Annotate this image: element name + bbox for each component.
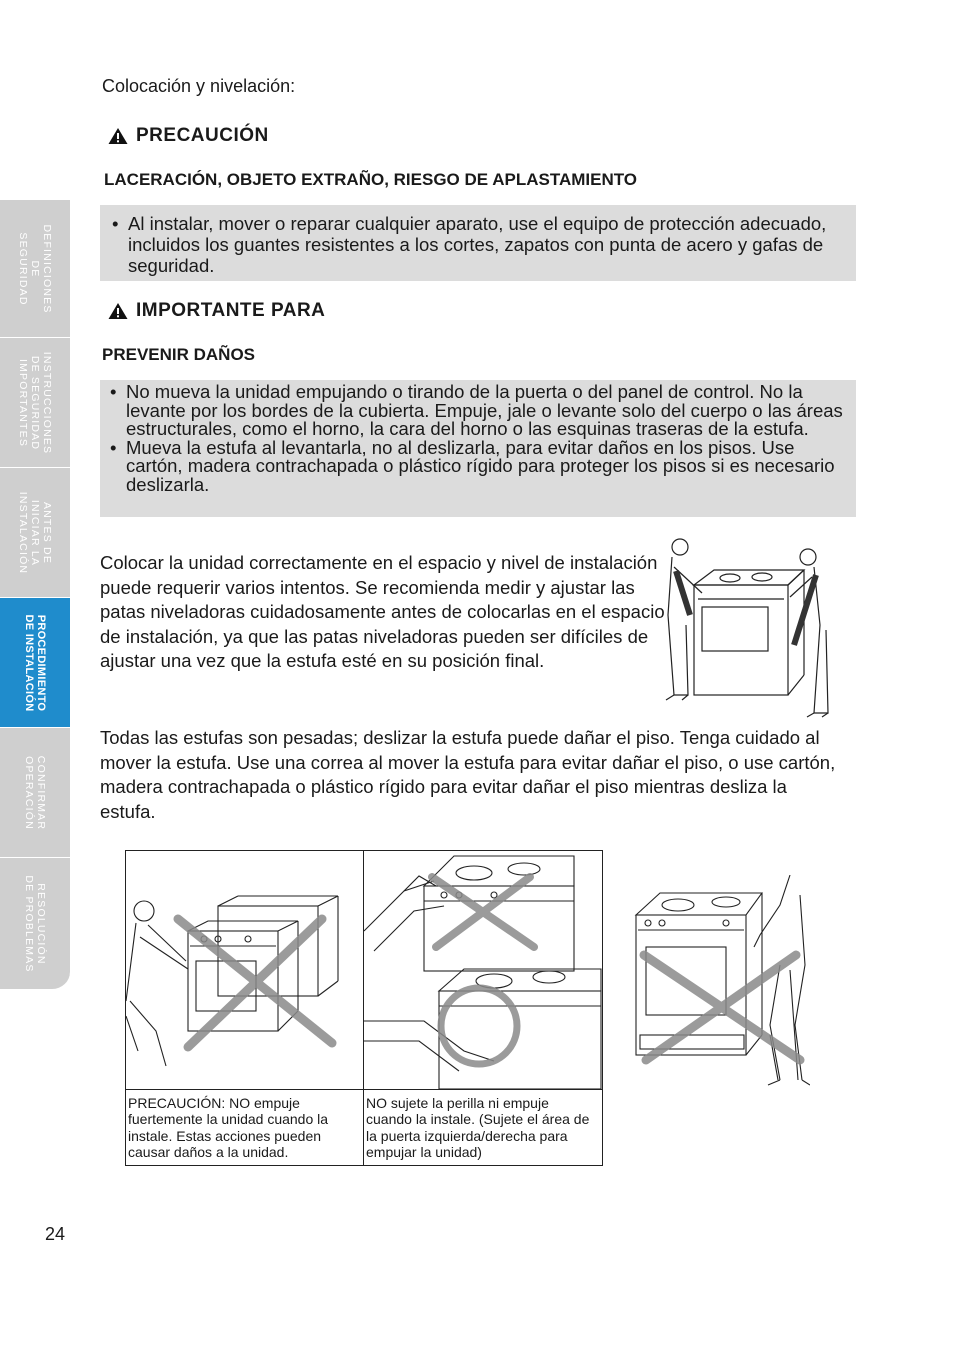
tab-procedimiento-de-instalacion[interactable] <box>0 598 70 728</box>
page-number: 24 <box>45 1224 66 1244</box>
tab-definiciones-de-seguridad[interactable] <box>0 200 70 338</box>
figure-caption: NO sujete la perilla ni empuje cuando la instale. (Sujete el área de la puerta izquierda/derecha para empujar la unidad) <box>366 1095 590 1160</box>
tab-label: RESOLUCIÓN DE PROBLEMAS <box>23 874 47 973</box>
tab-label: DEFINICIONES DE SEGURIDAD <box>17 223 53 314</box>
bullet-icon: • <box>112 213 119 234</box>
list-item <box>110 383 850 439</box>
tab-antes-de-iniciar[interactable] <box>0 468 70 598</box>
warning-triangle-icon <box>108 302 128 320</box>
important-bullet-text: No mueva la unidad empujando o tirando de la puerta o del panel de control. No la levante por los bordes de la cubierta. Empuje, jale o levante solo del cuerpo o las áreas estructurales, como el horno, la cara del horno o las esquinas traseras de la estufa. <box>126 381 843 439</box>
warning-triangle-icon <box>108 127 128 145</box>
bullet-icon: • <box>110 381 117 402</box>
push-hard-illustration <box>126 851 363 1090</box>
important-title-text: IMPORTANTE PARA <box>136 300 326 321</box>
section-heading: Colocación y nivelación: <box>102 76 296 96</box>
caution-title <box>108 125 269 147</box>
tab-label: CONFIRMAR OPERACIÓN <box>23 755 47 830</box>
important-title <box>108 300 325 322</box>
caution-subtitle: LACERACIÓN, OBJETO EXTRAÑO, RIESGO DE APLASTAMIENTO <box>104 170 638 189</box>
important-callout <box>100 380 856 517</box>
caution-bullet-text: Al instalar, mover o reparar cualquier aparato, use el equipo de protección adecuado, incluidos los guantes resistentes a los cortes, zapatos con punta de acero y gafas de seguridad. <box>128 213 827 276</box>
lifting-straps-illustration <box>662 535 834 720</box>
tab-label: INSTRUCCIONES DE SEGURIDAD IMPORTANTES <box>17 351 53 454</box>
slide-range-illustration <box>630 875 810 1090</box>
body-paragraph: Todas las estufas son pesadas; deslizar la estufa puede dañar el piso. Tenga cuidado al mover la estufa. Use una correa al mover la estufa para evitar dañar el piso, o use cartón, madera contrachapada o plástico rígido para evitar dañar el piso mientras desliza la estufa. <box>100 727 836 822</box>
tab-resolucion-de-problemas[interactable] <box>0 858 70 990</box>
caution-title-text: PRECAUCIÓN <box>136 125 269 146</box>
list-item <box>112 213 836 276</box>
tab-instrucciones-de-seguridad[interactable] <box>0 338 70 468</box>
tab-label: ANTES DE INICIAR LA INSTALACIÓN <box>17 491 53 574</box>
caution-callout <box>100 205 856 281</box>
figure-cell <box>364 851 602 1165</box>
important-subtitle: PREVENIR DAÑOS <box>102 345 256 364</box>
bullet-icon: • <box>110 436 117 458</box>
side-tabs <box>0 200 70 990</box>
knob-grip-illustration <box>364 851 602 1090</box>
figure-cell <box>126 851 364 1165</box>
tab-confirmar-operacion[interactable] <box>0 728 70 858</box>
important-bullet-text: Mueva la estufa al levantarla, no al deslizarla, para evitar daños en los pisos. Use cartón, madera contrachapada o plástico rígido para proteger los pisos si es necesario deslizarla. <box>126 436 835 495</box>
list-item <box>110 436 850 495</box>
body-paragraph: Colocar la unidad correctamente en el espacio y nivel de instalación puede requerir varios intentos. Se recomienda medir y ajustar las patas niveladoras cuidadosamente antes de colocarlas en el espacio de instalación, ya que las patas niveladoras pueden ser difíciles de ajustar una vez que la estufa esté en su posición final. <box>100 552 665 672</box>
tab-label: PROCEDIMIENTO DE INSTALACIÓN <box>23 614 47 711</box>
figure-table <box>125 850 603 1166</box>
figure-caption: PRECAUCIÓN: NO empuje fuertemente la unidad cuando la instale. Estas acciones pueden causar daños a la unidad. <box>128 1095 329 1160</box>
